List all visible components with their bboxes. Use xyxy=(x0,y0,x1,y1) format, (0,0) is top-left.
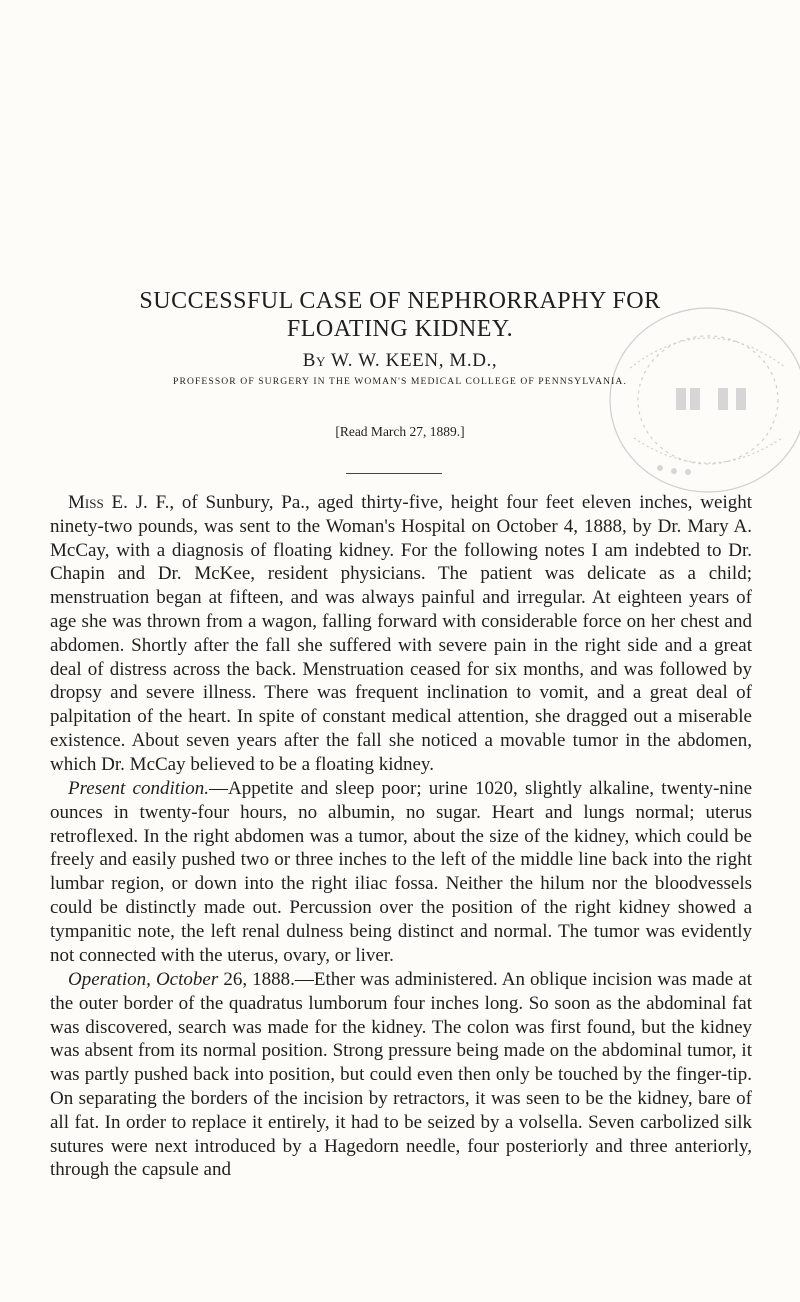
read-date: [Read March 27, 1889.] xyxy=(335,424,465,439)
paragraph-lead: Miss xyxy=(68,492,104,513)
paragraph-present-condition xyxy=(50,777,752,967)
author-affiliation: PROFESSOR OF SURGERY IN THE WOMAN'S MEDICAL COLLEGE OF PENNSYLVANIA. xyxy=(173,376,627,387)
section-divider xyxy=(346,473,442,474)
paragraph-operation xyxy=(50,968,752,1182)
title-line-2: FLOATING KIDNEY. xyxy=(286,316,514,342)
author-byline xyxy=(0,350,800,372)
paragraph-text: E. J. F., of Sunbury, Pa., aged thirty-five, height four feet eleven inches, weight ninety-two pounds, was sent to the Woman's Hospital on October 4, 1888, by Dr. Mary A. McCay, with a diagnosis of floating kidney. For the following notes I am indebted to Dr. Chapin and Dr. McKee, resident physicians. The patient was delicate as a child; menstruation began at fifteen, and was always painful and irregular. At eighteen years of age she was thrown from a wagon, falling forward with considerable force on her chest and abdomen. Shortly after the fall she suffered with severe pain in the right side and a great deal of distress across the back. Menstruation ceased for six months, and was followed by dropsy and severe illness. There was frequent inclination to vomit, and a great deal of palpitation of the heart. In spite of constant medical attention, she dragged out a miserable existence. About seven years after the fall she noticed a movable tumor in the abdomen, which Dr. McCay believed to be a floating kidney. xyxy=(50,492,752,775)
author-name: W. W. KEEN, M.D., xyxy=(331,350,498,371)
paragraph-lead: Operation, October xyxy=(68,968,219,990)
paragraph-text: 26, 1888.—Ether was administered. An oblique incision was made at the outer border of the quadratus lumborum four inches long. So soon as the abdominal fat was discovered, search was made for the kidney. The colon was first found, but the kidney was absent from its normal position. Strong pressure being made on the abdominal tumor, it was partly pushed back into position, but could even then only be touched by the finger-tip. On separating the borders of the incision by retractors, it was seen to be the kidney, bare of all fat. In order to replace it entirely, it had to be seized by a volsella. Seven carbolized silk sutures were next introduced by a Hagedorn needle, four posteriorly and three anteriorly, through the capsule and xyxy=(50,968,752,1181)
title-line-1: SUCCESSFUL CASE OF NEPHRORRAPHY FOR xyxy=(139,288,661,314)
paragraph-lead: Present condition. xyxy=(68,778,210,800)
article-title xyxy=(0,287,800,343)
byline-prefix: By xyxy=(302,350,326,371)
paragraph-history xyxy=(50,491,752,777)
article-body xyxy=(50,491,752,1182)
paragraph-text: —Appetite and sleep poor; urine 1020, slightly alkaline, twenty-nine ounces in twenty-four hours, no albumin, no sugar. Heart and lungs normal; uterus retroflexed. In the right abdomen was a tumor, about the size of the kidney, which could be freely and easily pushed two or three inches to the left of the middle line back into the right lumbar region, or down into the right iliac fossa. Neither the hilum nor the bloodvessels could be distinctly made out. Percussion over the position of the right kidney showed a tympanitic note, the left renal dulness being distinct and normal. The tumor was evidently not connected with the uterus, ovary, or liver. xyxy=(50,778,752,966)
